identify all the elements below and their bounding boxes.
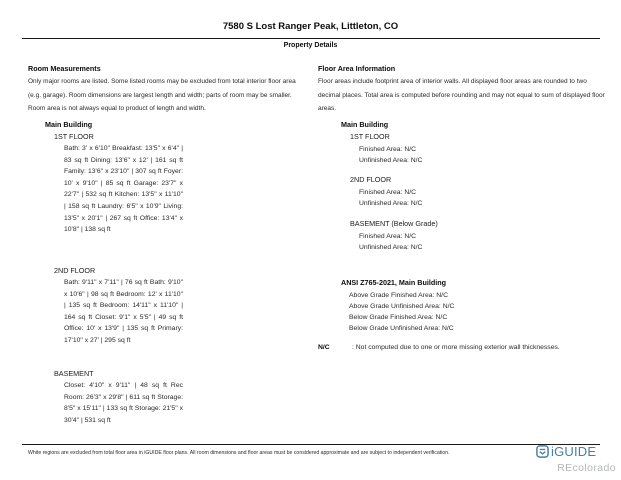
above-grade-unfinished-value: Above Grade Unfinished Area: N/C <box>349 302 455 310</box>
below-grade-unfinished-value: Below Grade Unfinished Area: N/C <box>349 324 454 332</box>
floor-area-info-intro <box>318 62 607 116</box>
floor-areas-first-floor <box>350 132 422 166</box>
room-measurements-basement <box>54 369 183 426</box>
floor-name: BASEMENT (Below Grade) <box>350 219 438 228</box>
nc-definition-note <box>318 344 560 351</box>
finished-area-value: Finished Area: N/C <box>359 145 417 153</box>
floor-areas-building-heading: Main Building <box>341 120 389 129</box>
iguide-brand-name: iGUIDE <box>551 444 597 459</box>
floor-name: 2ND FLOOR <box>54 266 96 275</box>
finished-area-value: Finished Area: N/C <box>359 232 417 240</box>
page-subtitle: Property Details <box>283 42 338 49</box>
floor-name: BASEMENT <box>54 369 94 378</box>
page-title: 7580 S Lost Ranger Peak, Littleton, CO <box>222 21 399 32</box>
nc-definition: : Not computed due to one or more missing exterior wall thicknesses. <box>352 344 560 351</box>
floor-area-info-description: Floor areas include footprint area of interior walls. All displayed floor areas are rounded to two decimal places. Total area is computed before rounding and may not equal to sum of displayed floor areas. <box>318 78 605 113</box>
unfinished-area-value: Unfinished Area: N/C <box>359 199 423 207</box>
floor-name: 2ND FLOOR <box>350 175 392 184</box>
room-measurements-building-heading: Main Building <box>45 120 93 129</box>
floor-name: 1ST FLOOR <box>350 132 390 141</box>
above-grade-finished-value: Above Grade Finished Area: N/C <box>349 291 448 299</box>
recolorado-watermark: REcolorado <box>557 462 616 474</box>
unfinished-area-value: Unfinished Area: N/C <box>359 156 423 164</box>
room-measurements-first-floor <box>54 132 183 236</box>
floor-name: 1ST FLOOR <box>54 132 94 141</box>
header-divider <box>22 38 600 39</box>
floor-areas-basement <box>350 219 438 253</box>
floor-areas-second-floor <box>350 175 422 209</box>
ansi-heading: ANSI Z765-2021, Main Building <box>341 278 447 287</box>
room-measurements-intro <box>28 62 309 116</box>
iguide-brand-lockup <box>536 444 596 459</box>
room-measurements-heading: Room Measurements <box>28 64 101 73</box>
finished-area-value: Finished Area: N/C <box>359 188 417 196</box>
ansi-standard-section <box>341 278 454 334</box>
below-grade-finished-value: Below Grade Finished Area: N/C <box>349 313 448 321</box>
footer-divider <box>22 444 600 445</box>
unfinished-area-value: Unfinished Area: N/C <box>359 243 423 251</box>
nc-term: N/C <box>318 344 330 351</box>
iguide-logo-icon <box>536 445 549 458</box>
floor-room-list: Bath: 9'11" x 7'11" | 76 sq ft Bath: 9'10" x 10'6" | 98 sq ft Bedroom: 12' x 11'10" | 135 sq ft Bedroom: 14'11" x 11'10" | 164 sq ft Closet: 9'1" x 5'5" | 49 sq ft Office: 10' x 13'9" | 135 sq ft Primary: 17'10" x 27' | 295 sq ft <box>64 279 183 344</box>
room-measurements-description: Only major rooms are listed. Some listed rooms may be excluded from total interior floor area (e.g. garage). Room dimensions are largest length and width; parts of room may be smaller. Room area is not always equal to product of length and width. <box>28 78 296 113</box>
floor-area-info-heading: Floor Area Information <box>318 64 396 73</box>
floor-room-list: Bath: 3' x 6'10" Breakfast: 13'5" x 6'4" | 83 sq ft Dining: 13'6" x 12' | 161 sq ft Family: 13'6" x 23'10" | 307 sq ft Foyer: 10' x 9'10" | 85 sq ft Garage: 23'7" x 22'7" | 532 sq ft Kitchen: 13'5" x 11'10" | 158 sq ft Laundry: 6'5" x 10'9" Living: 13'5" x 20'1" | 267 sq ft Office: 13'4" x 10'8" | 138 sq ft <box>64 145 183 234</box>
room-measurements-second-floor <box>54 266 183 347</box>
footer-disclaimer: White regions are excluded from total floor area in iGUIDE floor plans. All room dimensions and floor areas must be considered approximate and are subject to independent verification. <box>28 450 450 456</box>
floor-room-list: Closet: 4'10" x 9'11" | 48 sq ft Rec Room: 26'3" x 29'8" | 611 sq ft Storage: 8'5" x 15'11" | 133 sq ft Storage: 21'5" x 30'4" | 531 sq ft <box>64 382 183 424</box>
